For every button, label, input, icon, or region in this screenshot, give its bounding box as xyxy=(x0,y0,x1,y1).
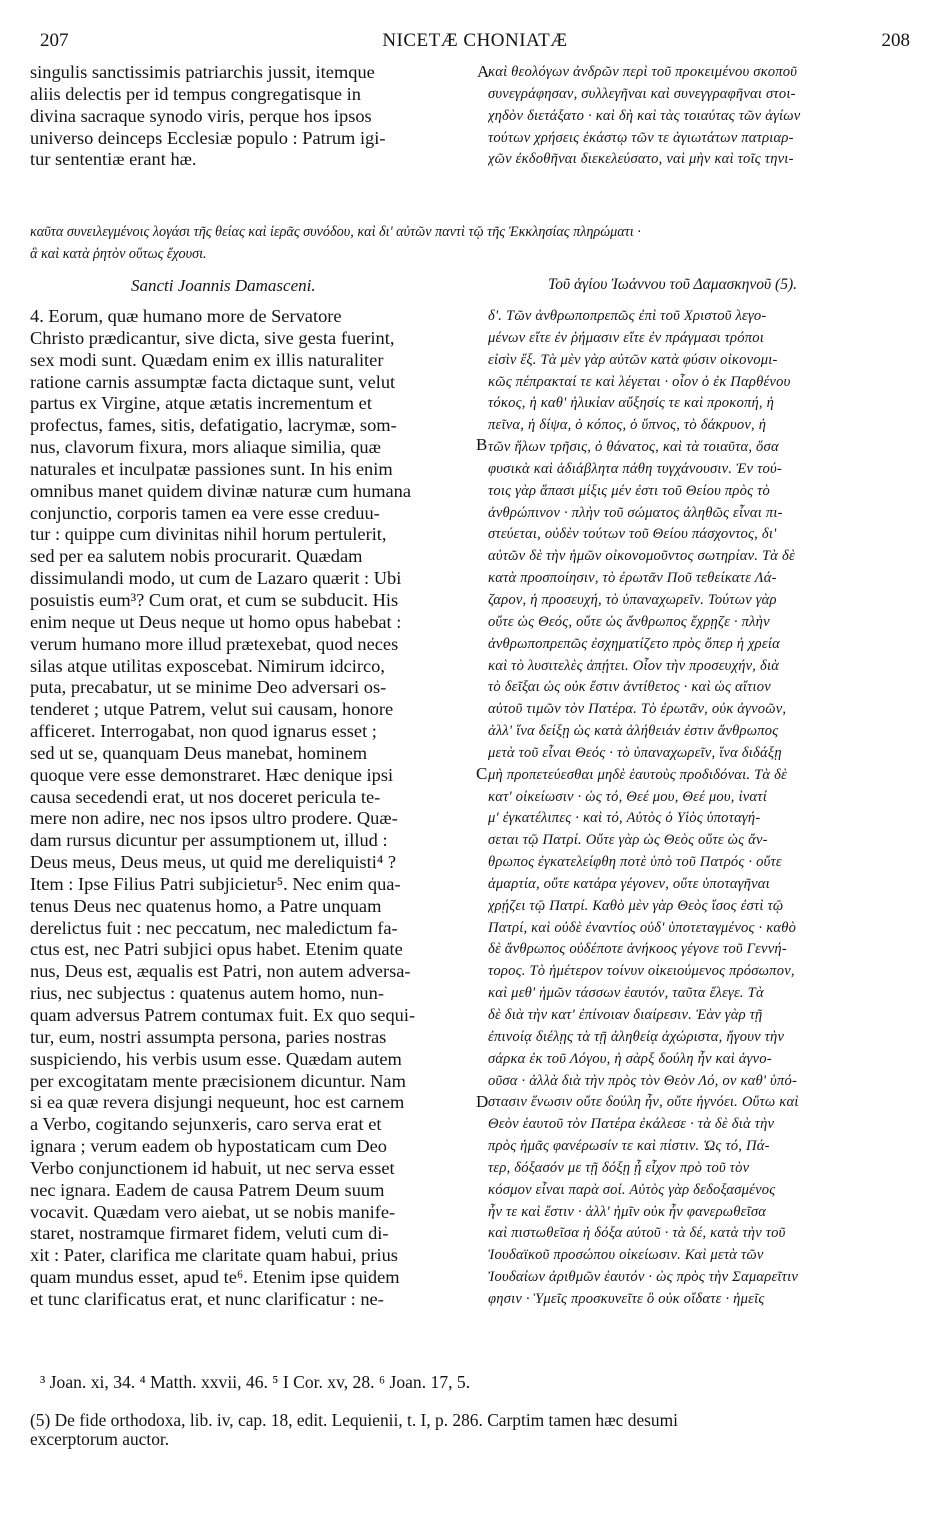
text-line: τὸ δεῖξαι ὡς οὐκ ἔστιν ἀντίθετος · καὶ ὡς αἴτιον xyxy=(488,679,771,696)
text-line: (5) De fide orthodoxa, lib. iv, cap. 18, edit. Lequienii, t. I, p. 286. Carptim tamen hæc desumi xyxy=(30,1411,678,1430)
text-line: profectus, fames, sitis, defatigatio, lacrymæ, som- xyxy=(30,415,397,436)
text-line: nus, clavorum fixura, mors aliaque similia, quæ xyxy=(30,437,381,458)
text-line: puta, precabatur, ut se minime Deo adversari os- xyxy=(30,677,387,698)
text-line: quam mundus esset, apud te⁶. Etenim ipse quidem xyxy=(30,1267,400,1288)
text-line: tur : quippe cum divinitas nihil horum pertulerit, xyxy=(30,524,387,545)
text-line: κατὰ προσποίησιν, τὸ ἐρωτᾶν Ποῦ τεθείκατε Λά- xyxy=(488,570,777,587)
text-line: omnibus manet quidem divinæ naturæ cum humana xyxy=(30,480,412,501)
text-line: φυσικὰ καὶ ἀδιάβλητα πάθη τυγχάνουσιν. Ἐν τού- xyxy=(488,460,782,477)
text-line: μετὰ τοῦ εἶναι Θεός · τὸ ὑπαναχωρεῖν, ἵνα διδάξῃ xyxy=(488,744,782,761)
text-line: staret, nostramque firmaret fidem, veluti cum di- xyxy=(30,1223,389,1244)
section-heading-greek: Τοῦ ἁγίου Ἰωάννου τοῦ Δαμασκηνοῦ (5). xyxy=(548,276,797,293)
text-line: τοις γὰρ ἅπασι μίξις μέν ἐστι τοῦ Θείου πρὸς τὸ xyxy=(488,482,771,499)
text-line: 4. Eorum, quæ humano more de Servatore xyxy=(30,306,342,326)
text-line: suspiciendo, his verbis usum esse. Quædam autem xyxy=(30,1048,402,1069)
text-line: posuistis eum³? Cum orat, et cum se subducit. His xyxy=(30,589,399,610)
text-line: θρωπος ἐγκατελείφθη ποτὲ ὑπὸ τοῦ Πατρός · οὔτε xyxy=(488,854,782,871)
greek-intro-column xyxy=(488,62,908,171)
text-line: τῶν ἥλων τρῆσις, ὁ θάνατος, καὶ τὰ τοιαῦτα, ὅσα xyxy=(488,439,779,456)
text-line: μὴ προπετεύεσθαι μηδὲ ἑαυτοὺς προδιδόναι. Τὰ δὲ xyxy=(488,766,788,783)
text-line: causa secedendi erat, ut nos doceret pericula te- xyxy=(30,786,381,807)
text-line: afficeret. Interrogabat, non quod ignarus esset ; xyxy=(30,721,377,742)
section-heading-latin: Sancti Joannis Damasceni. xyxy=(131,276,316,295)
text-line: naturales et inculpatæ passiones sunt. In his enim xyxy=(30,458,393,479)
text-line: vocavit. Quædam vero aiebat, ut se nobis manife- xyxy=(30,1201,396,1222)
text-line: Verbo conjunctionem id habuit, ut nec serva esset xyxy=(30,1157,395,1178)
text-line: verum humano more illud prætexebat, quod neces xyxy=(30,633,399,654)
text-line: τερ, δόξασόν με τῇ δόξῃ ᾗ εἶχον πρὸ τοῦ τὸν xyxy=(488,1159,750,1176)
text-line: δὲ διὰ τὴν κατ' ἐπίνοιαν διαίρεσιν. Ἐὰν γὰρ τῇ xyxy=(488,1007,763,1023)
text-line: συνεγράφησαν, συλλεγῆναι καὶ συνεγγραφῆναι στοι- xyxy=(488,85,796,102)
running-title: NICETÆ CHONIATÆ xyxy=(382,30,568,51)
text-line: μένων εἴτε ἐν ῥήμασιν εἴτε ἐν πράγμασι τρόποι xyxy=(488,329,764,346)
greek-spread-lines xyxy=(30,221,910,265)
text-line: τούτων χρήσεις ἑκάστῳ τῶν τε ἁγιωτάτων πατριαρ- xyxy=(488,129,794,146)
margin-letter-a: A xyxy=(477,62,490,81)
text-line: Ἰουδαίων ἀριθμῶν ἑαυτόν · ὡς πρὸς τὴν Σαμαρεῖτιν xyxy=(488,1269,799,1286)
text-line: κόσμον εἶναι παρὰ σοί. Αὐτὸς γὰρ δεδοξασμένος xyxy=(488,1181,776,1198)
text-line: aliis delectis per id tempus congregatisque in xyxy=(30,83,361,104)
text-line: excerptorum auctor. xyxy=(30,1430,170,1449)
text-line: κατ' οἰκείωσιν · ὡς τό, Θεέ μου, Θεέ μου, ἱνατί xyxy=(488,788,767,805)
text-line: ἀνθρωποπρεπῶς ἐσχηματίζετο πρὸς ὅπερ ἡ χρεία xyxy=(488,635,780,652)
footnotes: ³ Joan. xi, 34. ⁴ Matth. xxvii, 46. ⁵ I Cor. xv, 28. ⁶ Joan. 17, 5. xyxy=(40,1372,471,1392)
text-line: Deus meus, Deus meus, ut quid me dereliquisti⁴ ? xyxy=(30,852,396,873)
greek-text-column xyxy=(488,306,908,1311)
editor-note xyxy=(30,1411,910,1449)
text-line: πεῖνα, ἡ δίψα, ὁ κόπος, ὁ ὕπνος, τὸ δάκρυον, ἡ xyxy=(488,417,767,434)
text-line: rius, nec subjectus : quatenus autem homo, nun- xyxy=(30,983,384,1004)
text-line: Christo prædicantur, sive dicta, sive gesta fuerint, xyxy=(30,327,395,348)
latin-text-column xyxy=(30,306,470,1311)
text-line: conjunctio, corporis tamen ea vere esse creduu- xyxy=(30,502,380,523)
text-line: ζαρον, ἡ προσευχή, τὸ ὑπαναχωρεῖν. Τούτων γὰρ xyxy=(488,591,777,608)
text-line: οῦσα · ἀλλὰ διὰ τὴν πρὸς τὸν Θεὸν Λό, ον καθ' ὑπό- xyxy=(488,1072,798,1089)
text-line: sed ut se, quanquam Deus manebat, hominem xyxy=(30,742,368,763)
text-line: partus ex Virgine, atque ætatis incrementum et xyxy=(30,393,372,414)
text-line: singulis sanctissimis patriarchis jussit, itemque xyxy=(30,62,375,82)
text-line: Item : Ipse Filius Patri subjicietur⁵. Nec enim qua- xyxy=(30,873,401,894)
text-line: silas atque utilitas exposcebat. Nimirum idcirco, xyxy=(30,655,385,676)
text-line: quam adversus Patrem contumax fuit. Ex quo sequi- xyxy=(30,1005,416,1025)
text-line: Ἰουδαϊκοῦ προσώπου οἰκείωσιν. Καὶ μετὰ τῶν xyxy=(488,1247,764,1264)
text-line: καὶ θεολόγων ἀνδρῶν περὶ τοῦ προκειμένου σκοποῦ xyxy=(488,64,798,80)
text-line: si ea quæ revera disjungi nequeunt, hoc est carnem xyxy=(30,1092,405,1113)
text-line: καὶ μεθ' ἡμῶν τάσσων ἑαυτόν, ταῦτα ἔλεγε. Τὰ xyxy=(488,985,764,1002)
text-line: mere non adire, nec nos ipsos ultro prodere. Quæ- xyxy=(30,808,398,829)
text-line: derelictus fuit : nec peccatum, nec maledictum fa- xyxy=(30,917,398,938)
text-line: χηδὸν διετάξατο · καὶ δὴ καὶ τὰς τοιαύτας τῶν ἁγίων xyxy=(488,107,801,124)
text-line: δ'. Τῶν ἀνθρωποπρεπῶς ἐπὶ τοῦ Χριστοῦ λεγο- xyxy=(488,308,767,324)
text-line: ctus est, nec Patri subjici opus habet. Etenim quate xyxy=(30,939,403,960)
text-line: tur sententiæ erant hæ. xyxy=(30,149,197,170)
text-line: sed per ea salutem nobis procurarit. Quædam xyxy=(30,546,363,567)
text-line: ἀλλ' ἵνα δείξῃ ὡς κατὰ ἀλήθειάν ἐστιν ἄνθρωπος xyxy=(488,723,779,740)
page-number-right: 208 xyxy=(881,30,910,51)
text-line: χρῄζει τῷ Πατρί. Καθὸ μὲν γὰρ Θεὸς ἴσος ἐστὶ τῷ xyxy=(488,897,784,914)
text-line: οὔτε ὡς Θεός, οὔτε ὡς ἄνθρωπος ἔχρῃζε · πλὴν xyxy=(488,613,770,630)
text-line: dam rursus dicuntur per assumptionem ut, illud : xyxy=(30,830,388,851)
text-line: xit : Pater, clarifica me claritate quam habui, prius xyxy=(30,1245,398,1266)
text-line: a Verbo, cogitando sejunxeris, caro serva erat et xyxy=(30,1114,382,1135)
text-line: nus, Deus est, æqualis est Patri, non autem adversa- xyxy=(30,961,411,982)
text-line: καῦτα συνειλεγμένοις λογάσι τῆς θείας καὶ ἱερᾶς συνόδου, καὶ δι' αὐτῶν παντὶ τῷ τῆς Ἐκκλησίας πληρώματι · xyxy=(30,224,641,240)
text-line: αὐτοῦ τιμῶν τὸν Πατέρα. Τὸ ἐρωτᾶν, οὐκ ἀγνοῶν, xyxy=(488,701,787,718)
text-line: σάρκα ἐκ τοῦ Λόγου, ἡ σὰρξ δούλη ἦν καὶ ἀγνο- xyxy=(488,1050,772,1067)
text-line: στεύεται, οὐδὲν τούτων τοῦ Θείου πάσχοντος, δι' xyxy=(488,526,777,543)
margin-letter-d: D xyxy=(476,1092,489,1111)
text-line: tenus Deus nec quatenus homo, a Patre unquam xyxy=(30,895,382,916)
text-line: ratione carnis assumptæ facta dictaque sunt, velut xyxy=(30,371,396,392)
text-line: quoque vere esse demonstraret. Hæc denique ipsi xyxy=(30,764,394,785)
text-line: τόκος, ἡ καθ' ἡλικίαν αὔξησίς τε καὶ προκοπή, ἡ xyxy=(488,395,775,412)
text-line: Θεὸν ἑαυτοῦ τὸν Πατέρα ἐκάλεσε · τὰ δὲ διὰ τὴν xyxy=(488,1116,775,1133)
text-line: enim neque ut Deus neque ut homo opus habebat : xyxy=(30,611,402,632)
margin-letter-b: B xyxy=(476,435,488,454)
text-line: ignara ; verum eadem ob hypostaticam cum Deo xyxy=(30,1136,387,1157)
text-line: δὲ ἄνθρωπος οὐδέποτε ἀνήκοος γέγονε τοῦ Γεννή- xyxy=(488,941,787,958)
text-line: Πατρί, καὶ οὐδὲ ἐναντίος οὐδ' ὑποτεταγμένος · καθὸ xyxy=(488,919,797,936)
running-header xyxy=(40,30,910,56)
text-line: φησιν · Ὑμεῖς προσκυνεῖτε ὃ οὐκ οἴδατε · ἡμεῖς xyxy=(488,1290,765,1307)
text-line: χῶν ἐκδοθῆναι διεκελεύσατο, ναὶ μὴν καὶ τοῖς τηνι- xyxy=(488,151,794,168)
text-line: καὶ τὸ λυσιτελὲς ἀπῄτει. Οἷον τὴν προσευχήν, διὰ xyxy=(488,657,780,674)
text-line: divina sacraque synodo viris, perque hos ipsos xyxy=(30,105,372,126)
text-line: sex modi sunt. Quædam enim ex illis naturaliter xyxy=(30,349,384,370)
text-line: τορος. Τὸ ἡμέτερον τοίνυν οἰκειούμενος πρόσωπον, xyxy=(488,963,795,980)
text-line: ἁμαρτία, οὔτε κατάρα γέγονεν, οὔτε ὑποταγῆναι xyxy=(488,875,770,892)
text-line: σεται τῷ Πατρί. Οὔτε γὰρ ὡς Θεὸς οὔτε ὡς ἄν- xyxy=(488,832,768,849)
text-line: στασιν ἕνωσιν οὔτε δούλη ἦν, οὔτε ἠγνόει. Οὕτω καὶ xyxy=(488,1094,799,1111)
text-line: εἰσὶν ἕξ. Τὰ μὲν γὰρ αὐτῶν κατὰ φύσιν οἰκονομι- xyxy=(488,351,778,368)
text-line: nec ignara. Eadem de causa Patrem Deum suum xyxy=(30,1179,385,1200)
text-line: tenderet ; utque Patrem, velut sui causam, honore xyxy=(30,699,394,720)
text-line: αὐτῶν δὲ τὴν ἡμῶν οἰκονομοῦντος σωτηρίαν. Τὰ δὲ xyxy=(488,548,795,565)
text-line: κῶς πέπρακταί τε καὶ λέγεται · οἷον ὁ ἐκ Παρθένου xyxy=(488,373,791,390)
text-line: πρὸς ἡμᾶς φανέρωσίν τε καὶ πίστιν. Ὡς τό, Πά- xyxy=(488,1138,770,1155)
text-line: dissimulandi modo, ut cum de Lazaro quærit : Ubi xyxy=(30,568,402,589)
margin-letter-c: C xyxy=(476,764,488,783)
latin-intro-column xyxy=(30,62,470,171)
text-line: et tunc clarificatus erat, et nunc clarificatur : ne- xyxy=(30,1288,384,1309)
text-line: per excogitatam mente præcisionem dicuntur. Nam xyxy=(30,1070,406,1091)
text-line: ἃ καὶ κατὰ ῥητὸν οὕτως ἔχουσι. xyxy=(30,246,207,262)
text-line: καὶ πιστωθεῖσα ἡ δόξα αὐτοῦ · τὰ δέ, κατὰ τὴν τοῦ xyxy=(488,1225,786,1242)
text-line: ἐπινοίᾳ διέλῃς τὰ τῇ ἀληθείᾳ ἀχώριστα, ἤγουν τὴν xyxy=(488,1028,785,1045)
page-number-left: 207 xyxy=(40,30,69,51)
text-line: tur, eum, nostri assumpta persona, paries nostras xyxy=(30,1026,387,1047)
text-line: universo deinceps Ecclesiæ populo : Patrum igi- xyxy=(30,127,386,148)
text-line: ἦν τε καὶ ἔστιν · ἀλλ' ἡμῖν οὐκ ἦν φανερωθεῖσα xyxy=(488,1203,767,1220)
text-line: ἀνθρώπινον · πλὴν τοῦ σώματος ἀληθῶς εἶναι πι- xyxy=(488,504,783,521)
text-line: μ' ἐγκατέλιπες · καὶ τό, Αὐτὸς ὁ Υἱὸς ὑποταγή- xyxy=(488,810,761,827)
